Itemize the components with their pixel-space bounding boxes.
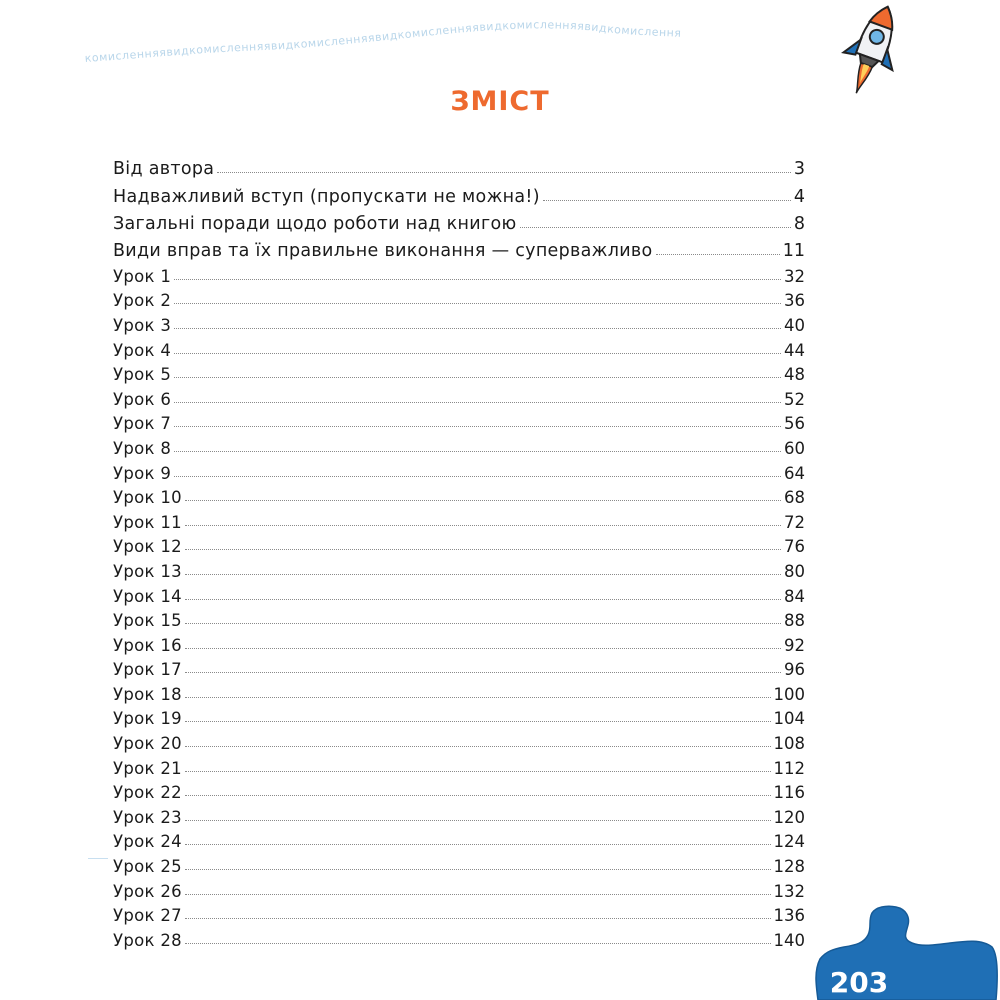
toc-lesson-entry	[113, 901, 805, 926]
dot-leader	[185, 648, 781, 649]
dot-leader	[185, 549, 781, 550]
entry-title: Урок 14	[113, 586, 182, 606]
toc-lesson-entry	[113, 728, 805, 753]
dot-leader	[185, 894, 771, 895]
toc-lesson-entry	[113, 778, 805, 803]
toc-lesson-entry	[113, 630, 805, 655]
entry-page-number: 80	[784, 561, 805, 581]
dot-leader	[185, 599, 781, 600]
entry-title: Урок 28	[113, 930, 182, 950]
dot-leader	[174, 303, 781, 304]
dot-leader	[174, 279, 781, 280]
entry-title: Урок 12	[113, 537, 182, 557]
entry-page-number: 48	[784, 365, 805, 385]
entry-page-number: 44	[784, 340, 805, 360]
entry-title: Урок 8	[113, 438, 172, 458]
entry-title: Урок 13	[113, 561, 182, 581]
page-number: 203	[829, 966, 889, 999]
entry-page-number: 32	[784, 266, 805, 286]
toc-entry	[113, 234, 805, 261]
toc-lesson-entry	[113, 827, 805, 852]
entry-title: Урок 11	[113, 512, 182, 532]
entry-page-number: 4	[793, 186, 805, 207]
entry-title: Урок 17	[113, 660, 182, 680]
dot-leader	[185, 697, 771, 698]
entry-title: Урок 2	[113, 291, 172, 311]
toc-lesson-entry	[113, 532, 805, 557]
entry-page-number: 36	[784, 291, 805, 311]
entry-title: Урок 25	[113, 857, 182, 877]
toc-lesson-entry	[113, 261, 805, 286]
entry-page-number: 100	[773, 684, 805, 704]
dot-leader	[185, 746, 771, 747]
entry-title: Урок 16	[113, 635, 182, 655]
decorative-dash	[88, 858, 108, 859]
toc-entry	[113, 207, 805, 234]
dot-leader	[185, 844, 771, 845]
entry-title: Урок 9	[113, 463, 172, 483]
entry-page-number: 52	[784, 389, 805, 409]
dot-leader	[185, 820, 771, 821]
toc-lesson-entry	[113, 876, 805, 901]
toc-entry	[113, 179, 805, 206]
entry-title: Урок 22	[113, 783, 182, 803]
entry-page-number: 11	[782, 241, 805, 262]
entry-page-number: 40	[784, 315, 805, 335]
toc-lesson-entry	[113, 925, 805, 950]
entry-page-number: 88	[784, 611, 805, 631]
toc-lesson-entry	[113, 433, 805, 458]
entry-page-number: 92	[784, 635, 805, 655]
toc-entry	[113, 152, 805, 179]
dot-leader	[185, 672, 781, 673]
entry-title: Урок 7	[113, 414, 172, 434]
entry-title: Види вправ та їх правильне виконання — суперважливо	[113, 241, 653, 262]
dot-leader	[185, 525, 781, 526]
dot-leader	[185, 574, 781, 575]
entry-title: Надважливий вступ (пропускати не можна!)	[113, 186, 540, 207]
dot-leader	[174, 353, 781, 354]
rocket-icon	[832, 0, 912, 100]
entry-title: Урок 19	[113, 709, 182, 729]
toc-lesson-entry	[113, 556, 805, 581]
entry-page-number: 96	[784, 660, 805, 680]
entry-page-number: 84	[784, 586, 805, 606]
entry-page-number: 60	[784, 438, 805, 458]
entry-page-number: 140	[773, 930, 805, 950]
dot-leader	[185, 771, 771, 772]
dot-leader	[174, 426, 781, 427]
dot-leader	[185, 500, 781, 501]
toc-lesson-entry	[113, 286, 805, 311]
entry-title: Урок 6	[113, 389, 172, 409]
dot-leader	[520, 227, 791, 228]
toc-lesson-entry	[113, 802, 805, 827]
entry-title: Урок 24	[113, 832, 182, 852]
dot-leader	[185, 943, 771, 944]
entry-title: Урок 26	[113, 881, 182, 901]
toc-lesson-entry	[113, 507, 805, 532]
toc-lesson-entry	[113, 483, 805, 508]
dot-leader	[174, 402, 781, 403]
entry-page-number: 108	[773, 734, 805, 754]
entry-title: Від автора	[113, 159, 215, 180]
entry-page-number: 120	[773, 807, 805, 827]
entry-page-number: 8	[793, 213, 805, 234]
entry-title: Урок 18	[113, 684, 182, 704]
toc-lesson-entry	[113, 458, 805, 483]
entry-title: Урок 20	[113, 734, 182, 754]
toc-lesson-entry	[113, 409, 805, 434]
dot-leader	[174, 451, 781, 452]
toc-lesson-entry	[113, 335, 805, 360]
header-marker-line	[85, 0, 845, 80]
entry-page-number: 128	[773, 857, 805, 877]
entry-title: Урок 5	[113, 365, 172, 385]
page-title: ЗМІСТ	[450, 86, 550, 117]
entry-page-number: 64	[784, 463, 805, 483]
table-of-contents	[113, 152, 805, 950]
entry-page-number: 124	[773, 832, 805, 852]
entry-page-number: 56	[784, 414, 805, 434]
toc-lesson-entry	[113, 679, 805, 704]
entry-title: Урок 15	[113, 611, 182, 631]
entry-title: Загальні поради щодо роботи над книгою	[113, 213, 517, 234]
dot-leader	[174, 476, 781, 477]
toc-lesson-entry	[113, 606, 805, 631]
entry-page-number: 68	[784, 488, 805, 508]
toc-lesson-entry	[113, 310, 805, 335]
dot-leader	[185, 721, 771, 722]
toc-lesson-entry	[113, 655, 805, 680]
toc-lesson-entry	[113, 384, 805, 409]
toc-lesson-entry	[113, 360, 805, 385]
entry-page-number: 104	[773, 709, 805, 729]
dot-leader	[656, 254, 780, 255]
entry-title: Урок 21	[113, 758, 182, 778]
dot-leader	[543, 200, 791, 201]
entry-title: Урок 4	[113, 340, 172, 360]
dot-leader	[217, 172, 791, 173]
toc-lesson-entry	[113, 753, 805, 778]
toc-lesson-entry	[113, 851, 805, 876]
entry-title: Урок 1	[113, 266, 172, 286]
dot-leader	[185, 918, 771, 919]
entry-page-number: 132	[773, 881, 805, 901]
dot-leader	[174, 377, 781, 378]
dot-leader	[174, 328, 781, 329]
entry-page-number: 3	[793, 159, 805, 180]
entry-page-number: 116	[773, 783, 805, 803]
entry-page-number: 72	[784, 512, 805, 532]
entry-title: Урок 27	[113, 906, 182, 926]
header-marker-text	[84, 18, 681, 65]
header-marker-textpath: комисленняявидкомисленняявидкомисленняявидкомисленняявидкомисленняявидкомислення	[84, 18, 682, 65]
toc-lesson-entry	[113, 581, 805, 606]
entry-title: Урок 3	[113, 315, 172, 335]
entry-page-number: 136	[773, 906, 805, 926]
entry-title: Урок 10	[113, 488, 182, 508]
entry-page-number: 112	[773, 758, 805, 778]
dot-leader	[185, 869, 771, 870]
toc-lesson-entry	[113, 704, 805, 729]
dot-leader	[185, 623, 781, 624]
entry-page-number: 76	[784, 537, 805, 557]
dot-leader	[185, 795, 771, 796]
entry-title: Урок 23	[113, 807, 182, 827]
